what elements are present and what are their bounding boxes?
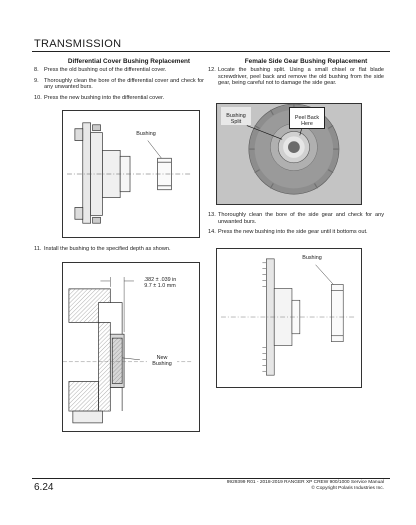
new-bushing-text: New Bushing xyxy=(152,355,172,367)
step-number: 11. xyxy=(34,246,42,252)
step-13 xyxy=(208,212,384,225)
step-number: 8. xyxy=(34,67,39,73)
left-column xyxy=(34,58,204,105)
step-9 xyxy=(34,78,204,91)
step-text: Locate the bushing split. Using a small chisel or flat blade screwdriver, peel back and remove the old bushing from the side gear, being careful not to damage the side gear. xyxy=(218,67,384,87)
figure-bushing-depth xyxy=(62,262,200,432)
page-number: 6.24 xyxy=(34,482,54,493)
step-text: Thoroughly clean the bore of the differential cover and check for any unwanted burs. xyxy=(44,77,204,91)
step-text: Press the new bushing into the differential cover. xyxy=(44,94,165,101)
step-number: 9. xyxy=(34,77,39,84)
new-bushing-callout xyxy=(147,349,177,367)
step-11 xyxy=(34,246,204,253)
depth-dimension-text: .382 ± .039 in 9.7 ± 1.0 mm xyxy=(143,277,177,289)
left-column-lower xyxy=(34,246,204,257)
page-header-title: TRANSMISSION xyxy=(34,38,122,50)
depth-dimension-callout xyxy=(139,271,181,289)
step-number: 13. xyxy=(208,212,216,218)
step-text: Press the new bushing into the side gear until it bottoms out. xyxy=(218,229,368,236)
right-section-title: Female Side Gear Bushing Replacement xyxy=(244,58,368,65)
right-column xyxy=(208,58,384,91)
header-rule xyxy=(32,51,390,52)
step-12 xyxy=(208,67,384,87)
footer-doc-line: 9929399 R01 - 2018-2019 RANGER XP CREW 900/1000 Service Manual xyxy=(226,480,384,485)
peel-back-text: Peel Back Here xyxy=(294,115,320,127)
side-gear-bushing-drawing xyxy=(217,249,361,387)
step-text: Install the bushing to the specified depth as shown. xyxy=(44,246,171,252)
bushing-callout: Bushing xyxy=(129,131,163,137)
step-10 xyxy=(34,95,204,102)
bushing-split-text: Bushing Split xyxy=(226,113,246,125)
step-number: 14. xyxy=(208,229,216,236)
side-gear-bushing-callout: Bushing xyxy=(295,255,329,261)
peel-back-callout xyxy=(289,107,325,129)
step-text: Thoroughly clean the bore of the side gear and check for any unwanted burs. xyxy=(218,212,384,225)
figure-differential-cover xyxy=(62,110,200,238)
left-section-title: Differential Cover Bushing Replacement xyxy=(67,58,191,65)
footer-rule xyxy=(32,478,390,479)
step-14 xyxy=(208,229,384,236)
footer-copyright: © Copyright Polaris Industries Inc. xyxy=(311,486,384,491)
figure-side-gear-bushing xyxy=(216,248,362,388)
footer-doc-info xyxy=(227,480,384,492)
differential-cover-drawing xyxy=(63,111,199,237)
figure-side-gear-photo xyxy=(216,103,362,205)
step-number: 10. xyxy=(34,94,42,101)
right-column-lower xyxy=(208,212,384,240)
bushing-split-callout xyxy=(221,107,251,125)
step-text: Press the old bushing out of the differential cover. xyxy=(44,67,167,73)
step-8 xyxy=(34,67,204,74)
step-number: 12. xyxy=(208,67,216,73)
